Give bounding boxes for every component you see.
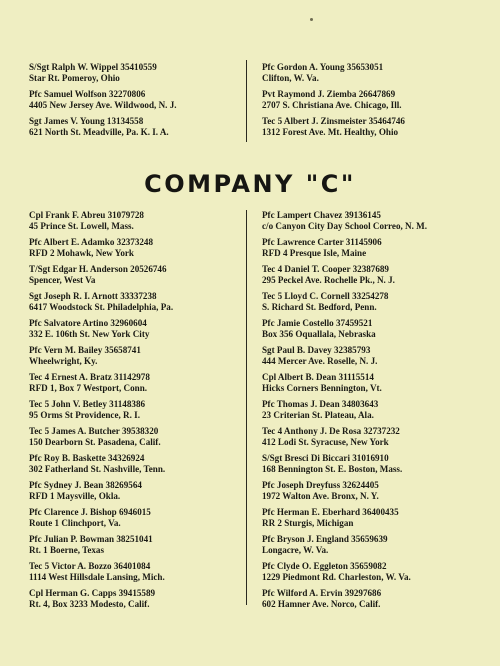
roster-entry xyxy=(29,534,247,555)
roster-entry-address-line: 302 Fatherland St. Nashville, Tenn. xyxy=(29,463,166,474)
roster-entry-name-line: T/Sgt Edgar H. Anderson 20526746 xyxy=(29,264,167,274)
roster-entry-name-line: Pfc Thomas J. Dean 34803643 xyxy=(262,399,379,409)
roster-entry-name-line: Pfc Clyde O. Eggleton 35659082 xyxy=(262,561,387,571)
roster-entry-name-line: Pfc Jamie Costello 37459521 xyxy=(262,318,373,328)
roster-entry xyxy=(262,237,480,258)
roster-entry-address-line: RR 2 Sturgis, Michigan xyxy=(262,517,354,528)
roster-entry-address-line: 6417 Woodstock St. Philadelphia, Pa. xyxy=(29,301,174,312)
roster-entry-name-line: Pfc Roy B. Baskette 34326924 xyxy=(29,453,145,463)
roster-entry-name-line: Cpl Albert B. Dean 31115514 xyxy=(262,372,374,382)
roster-entry xyxy=(262,561,480,582)
roster-entry-name-line: Tec 5 Lloyd C. Cornell 33254278 xyxy=(262,291,389,301)
roster-entry-address-line: RFD 2 Mohawk, New York xyxy=(29,247,134,258)
page-speck xyxy=(310,18,313,21)
roster-entry xyxy=(29,264,247,285)
roster-entry-name-line: Pfc Herman E. Eberhard 36400435 xyxy=(262,507,399,517)
roster-entry-name-line: Tec 4 Anthony J. De Rosa 32737232 xyxy=(262,426,400,436)
roster-entry-name-line: Pfc Samuel Wolfson 32270806 xyxy=(29,89,146,99)
roster-entry-address-line: 45 Prince St. Lowell, Mass. xyxy=(29,220,134,231)
roster-entry-name-line: Tec 5 John V. Betley 31148386 xyxy=(29,399,146,409)
roster-entry xyxy=(29,62,247,83)
roster-entry xyxy=(262,372,480,393)
roster-entry-name-line: Pfc Salvatore Artino 32960604 xyxy=(29,318,147,328)
roster-entry xyxy=(262,291,480,312)
roster-entry xyxy=(262,507,480,528)
roster-entry-address-line: 1312 Forest Ave. Mt. Healthy, Ohio xyxy=(262,126,399,137)
roster-entry-name-line: Pfc Wilford A. Ervin 39297686 xyxy=(262,588,382,598)
roster-entry xyxy=(262,534,480,555)
roster-entry-address-line: 1229 Piedmont Rd. Charleston, W. Va. xyxy=(262,571,411,582)
roster-entry-name-line: Cpl Herman G. Capps 39415589 xyxy=(29,588,156,598)
roster-entry-address-line: c/o Canyon City Day School Correo, N. M. xyxy=(262,220,428,231)
roster-entry-name-line: S/Sgt Ralph W. Wippel 35410559 xyxy=(29,62,157,72)
roster-entry-address-line: RFD 1 Maysville, Okla. xyxy=(29,490,121,501)
roster-entry xyxy=(29,345,247,366)
roster-entry-address-line: 1972 Walton Ave. Bronx, N. Y. xyxy=(262,490,379,501)
roster-entry xyxy=(29,453,247,474)
roster-entry-name-line: Pfc Julian P. Bowman 38251041 xyxy=(29,534,153,544)
roster-entry-name-line: Pfc Albert E. Adamko 32373248 xyxy=(29,237,154,247)
roster-entry xyxy=(29,588,247,609)
roster-entry xyxy=(29,561,247,582)
roster-entry xyxy=(29,399,247,420)
roster-entry xyxy=(29,372,247,393)
roster-entry-address-line: 295 Peckel Ave. Rochelle Pk., N. J. xyxy=(262,274,395,285)
roster-entry xyxy=(262,89,480,110)
roster-entry-name-line: Pvt Raymond J. Ziemba 26647869 xyxy=(262,89,396,99)
roster-entry xyxy=(262,588,480,609)
roster-entry-name-line: Tec 5 Albert J. Zinsmeister 35464746 xyxy=(262,116,405,126)
roster-entry-name-line: Pfc Vern M. Bailey 35658741 xyxy=(29,345,141,355)
roster-entry xyxy=(262,345,480,366)
roster-entry-address-line: 4405 New Jersey Ave. Wildwood, N. J. xyxy=(29,99,177,110)
roster-entry-address-line: 95 Orms St Providence, R. I. xyxy=(29,409,140,420)
roster-entry xyxy=(29,507,247,528)
roster-entry-name-line: Sgt James V. Young 13134558 xyxy=(29,116,144,126)
roster-entry xyxy=(262,453,480,474)
roster-entry-address-line: 150 Dearborn St. Pasadena, Calif. xyxy=(29,436,161,447)
roster-entry-name-line: Tec 5 Victor A. Bozzo 36401084 xyxy=(29,561,151,571)
roster-entry-address-line: 444 Mercer Ave. Roselle, N. J. xyxy=(262,355,378,366)
roster-entry xyxy=(262,210,480,231)
roster-entry-name-line: Tec 4 Ernest A. Bratz 31142978 xyxy=(29,372,150,382)
roster-entry-name-line: S/Sgt Bresci Di Biccari 31016910 xyxy=(262,453,389,463)
roster-entry-address-line: 602 Hamner Ave. Norco, Calif. xyxy=(262,598,381,609)
roster-entry xyxy=(29,426,247,447)
roster-entry xyxy=(262,116,480,137)
roster-entry-name-line: Pfc Bryson J. England 35659639 xyxy=(262,534,388,544)
roster-entry-address-line: 168 Bennington St. E. Boston, Mass. xyxy=(262,463,403,474)
roster-entry xyxy=(29,318,247,339)
roster-entry-address-line: Rt. 1 Boerne, Texas xyxy=(29,544,105,555)
roster-entry xyxy=(262,426,480,447)
roster-entry-address-line: S. Richard St. Bedford, Penn. xyxy=(262,301,377,312)
roster-entry-address-line: Star Rt. Pomeroy, Ohio xyxy=(29,72,120,83)
roster-entry-name-line: Pfc Sydney J. Bean 38269564 xyxy=(29,480,142,490)
roster-entry xyxy=(29,89,247,110)
roster-entry-address-line: 1114 West Hillsdale Lansing, Mich. xyxy=(29,571,165,582)
roster-entry xyxy=(262,264,480,285)
roster-entry-address-line: Hicks Corners Bennington, Vt. xyxy=(262,382,382,393)
roster-entry-address-line: Box 356 Oquallala, Nebraska xyxy=(262,328,376,339)
roster-entry-name-line: Pfc Lampert Chavez 39136145 xyxy=(262,210,381,220)
roster-entry xyxy=(262,318,480,339)
roster-entry xyxy=(262,62,480,83)
roster-entry-name-line: Pfc Lawrence Carter 31145906 xyxy=(262,237,382,247)
roster-entry-address-line: 332 E. 106th St. New York City xyxy=(29,328,150,339)
roster-entry-name-line: Pfc Joseph Dreyfuss 32624405 xyxy=(262,480,379,490)
roster-entry-name-line: Tec 5 James A. Butcher 39538320 xyxy=(29,426,159,436)
roster-entry-name-line: Pfc Gordon A. Young 35653051 xyxy=(262,62,384,72)
roster-entry xyxy=(262,480,480,501)
roster-entry xyxy=(262,399,480,420)
roster-entry-name-line: Sgt Paul B. Davey 32385793 xyxy=(262,345,371,355)
roster-entry-address-line: 412 Lodi St. Syracuse, New York xyxy=(262,436,389,447)
roster-entry-address-line: Wheelwright, Ky. xyxy=(29,355,98,366)
roster-entry-name-line: Cpl Frank F. Abreu 31079728 xyxy=(29,210,144,220)
roster-entry-address-line: 621 North St. Meadville, Pa. K. I. A. xyxy=(29,126,169,137)
roster-entry xyxy=(29,237,247,258)
roster-entry-address-line: Route 1 Clinchport, Va. xyxy=(29,517,121,528)
roster-entry-address-line: 2707 S. Christiana Ave. Chicago, Ill. xyxy=(262,99,402,110)
company-heading: COMPANY "C" xyxy=(144,170,356,198)
roster-entry xyxy=(29,291,247,312)
roster-entry-address-line: RFD 4 Presque Isle, Maine xyxy=(262,247,367,258)
roster-entry-name-line: Tec 4 Daniel T. Cooper 32387689 xyxy=(262,264,389,274)
roster-entry-address-line: Clifton, W. Va. xyxy=(262,72,319,83)
roster-entry-address-line: Rt. 4, Box 3233 Modesto, Calif. xyxy=(29,598,150,609)
roster-entry-address-line: 23 Criterian St. Plateau, Ala. xyxy=(262,409,374,420)
roster-entry-address-line: Spencer, West Va xyxy=(29,274,96,285)
roster-entry-name-line: Pfc Clarence J. Bishop 6946015 xyxy=(29,507,151,517)
roster-entry-address-line: Longacre, W. Va. xyxy=(262,544,329,555)
roster-entry xyxy=(29,480,247,501)
roster-entry xyxy=(29,116,247,137)
roster-entry-name-line: Sgt Joseph R. I. Arnott 33337238 xyxy=(29,291,157,301)
roster-entry-address-line: RFD 1, Box 7 Westport, Conn. xyxy=(29,382,148,393)
roster-entry xyxy=(29,210,247,231)
